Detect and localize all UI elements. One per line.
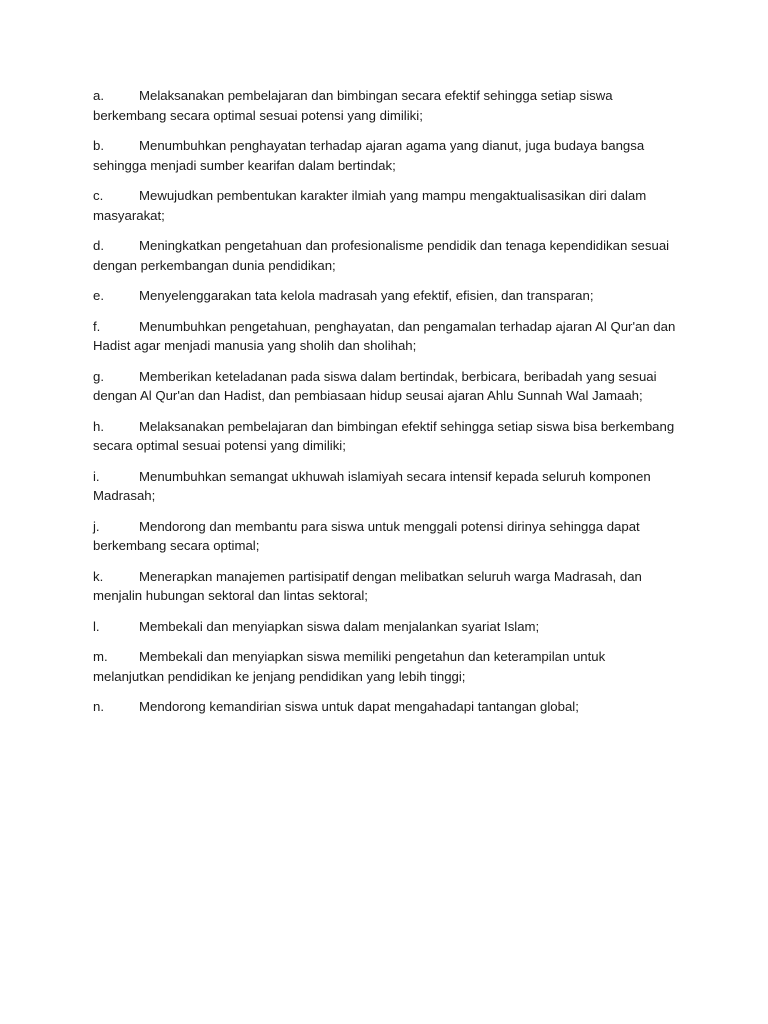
- list-item: [93, 286, 708, 306]
- item-text: Menumbuhkan penghayatan terhadap ajaran agama yang dianut, juga budaya bangsa: [139, 138, 645, 153]
- list-item: [93, 186, 708, 225]
- item-label: d.: [93, 238, 104, 253]
- item-label: a.: [93, 88, 104, 103]
- list-item: [93, 86, 708, 125]
- item-label: f.: [93, 318, 101, 334]
- item-label: g.: [93, 368, 104, 384]
- item-text-cont: dengan Al Qur'an dan Hadist, dan pembiasaan hidup seusai ajaran Ahlu Sunnah Wal Jamaah;: [93, 388, 643, 403]
- item-text: Mendorong kemandirian siswa untuk dapat mengahadapi tantangan global;: [139, 699, 579, 714]
- list-item: [93, 136, 708, 175]
- item-text-cont: Hadist agar menjadi manusia yang sholih dan sholihah;: [93, 338, 417, 353]
- item-label: e.: [93, 288, 104, 303]
- item-text: Meningkatkan pengetahuan dan profesionalisme pendidik dan tenaga kependidikan sesuai: [139, 238, 670, 253]
- item-text-cont: menjalin hubungan sektoral dan lintas sektoral;: [93, 588, 368, 603]
- item-text-cont: melanjutkan pendidikan ke jenjang pendidikan yang lebih tinggi;: [93, 668, 466, 684]
- item-label: h.: [93, 418, 104, 434]
- item-text: Menumbuhkan semangat ukhuwah islamiyah secara intensif kepada seluruh komponen: [139, 468, 651, 484]
- list-item: [93, 647, 708, 686]
- item-text: Menyelenggarakan tata kelola madrasah yang efektif, efisien, dan transparan;: [139, 288, 594, 303]
- list-item: [93, 367, 708, 406]
- item-text: Membekali dan menyiapkan siswa memiliki pengetahun dan keterampilan untuk: [139, 649, 606, 664]
- item-text-cont: berkembang secara optimal;: [93, 538, 260, 553]
- item-text: Mendorong dan membantu para siswa untuk menggali potensi dirinya sehingga dapat: [139, 518, 640, 534]
- item-text: Menumbuhkan pengetahuan, penghayatan, dan pengamalan terhadap ajaran Al Qur'an dan: [139, 318, 676, 334]
- item-text-cont: berkembang secara optimal sesuai potensi yang dimiliki;: [93, 107, 423, 123]
- item-text: Membekali dan menyiapkan siswa dalam menjalankan syariat Islam;: [139, 618, 540, 634]
- list-item: [93, 417, 708, 456]
- item-label: i.: [93, 468, 100, 484]
- item-text-cont: secara optimal sesuai potensi yang dimiliki;: [93, 438, 346, 453]
- item-text: Memberikan keteladanan pada siswa dalam bertindak, berbicara, beribadah yang sesuai: [139, 368, 657, 384]
- mission-list: [93, 86, 708, 717]
- item-label: n.: [93, 699, 104, 714]
- item-label: c.: [93, 188, 104, 203]
- list-item: [93, 467, 708, 506]
- item-label: k.: [93, 568, 104, 584]
- item-label: j.: [93, 518, 100, 534]
- item-label: b.: [93, 138, 104, 153]
- list-item: [93, 317, 708, 356]
- item-text-cont: Madrasah;: [93, 488, 156, 503]
- item-text: Melaksanakan pembelajaran dan bimbingan secara efektif sehingga setiap siswa: [139, 88, 613, 103]
- list-item: [93, 567, 708, 606]
- list-item: [93, 517, 708, 556]
- list-item: [93, 236, 708, 275]
- item-text: Menerapkan manajemen partisipatif dengan melibatkan seluruh warga Madrasah, dan: [139, 568, 642, 584]
- list-item: [93, 617, 708, 637]
- item-text-cont: dengan perkembangan dunia pendidikan;: [93, 257, 336, 273]
- list-item: [93, 697, 708, 717]
- item-text: Melaksanakan pembelajaran dan bimbingan efektif sehingga setiap siswa bisa berkembang: [139, 418, 675, 434]
- item-label: m.: [93, 649, 108, 664]
- item-text: Mewujudkan pembentukan karakter ilmiah yang mampu mengaktualisasikan diri dalam: [139, 188, 647, 203]
- item-text-cont: masyarakat;: [93, 207, 165, 223]
- item-label: l.: [93, 618, 100, 634]
- item-text-cont: sehingga menjadi sumber kearifan dalam bertindak;: [93, 157, 396, 173]
